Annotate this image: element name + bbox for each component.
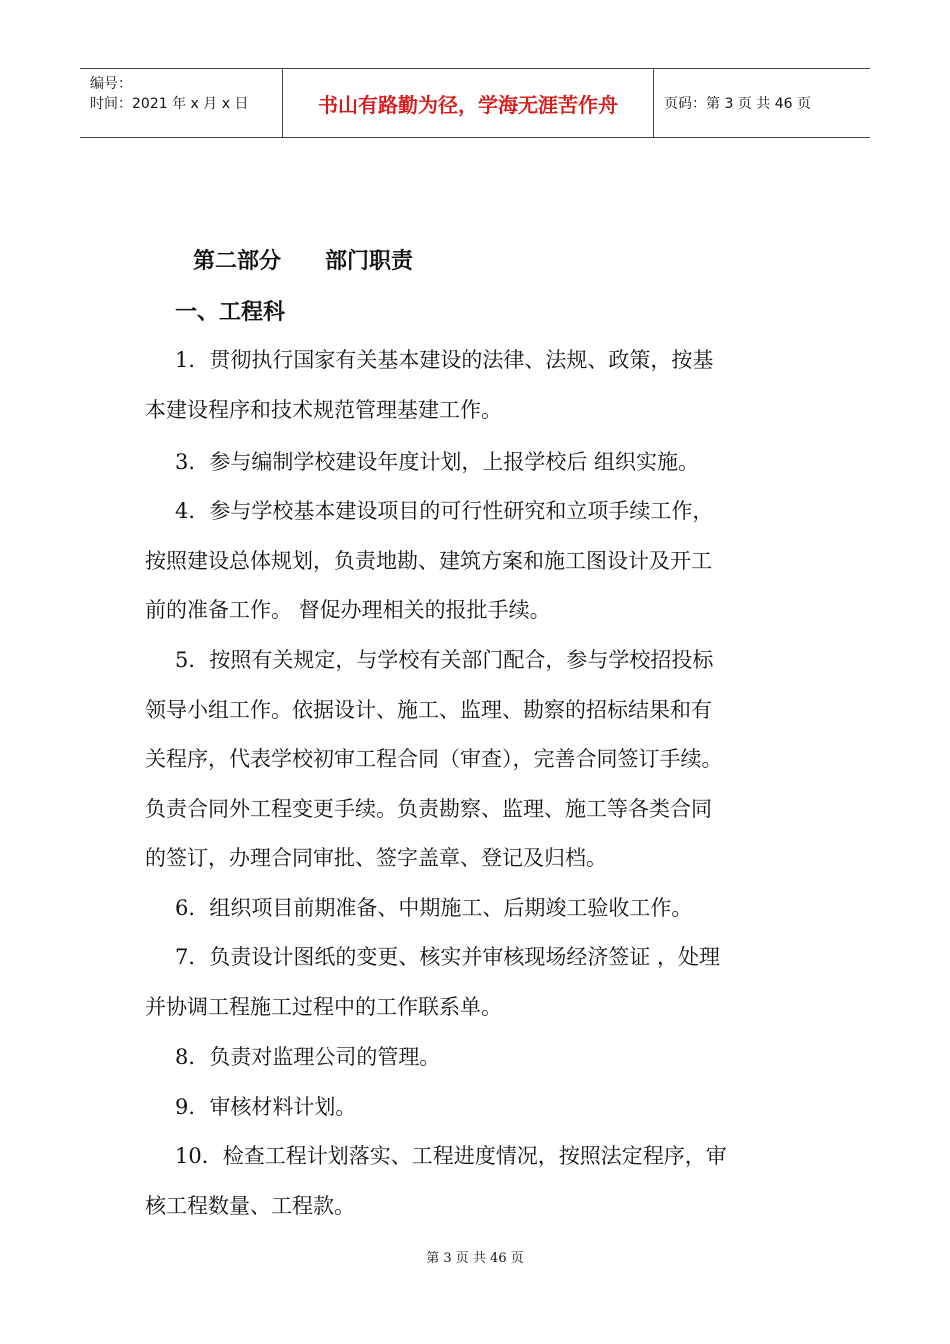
paragraph-line: 9．审核材料计划。 (175, 1095, 357, 1119)
header-meta-cell (80, 69, 283, 137)
paragraph-line: 按照建设总体规划，负责地勘、建筑方案和施工图设计及开工 (145, 549, 712, 573)
paragraph-line: 核工程数量、工程款。 (145, 1194, 355, 1218)
section-title: 第二部分 部门职责 (193, 249, 414, 274)
page-footer: 第 3 页 共 46 页 (426, 1251, 524, 1266)
motto-text: 书山有路勤为径，学海无涯苦作舟 (283, 69, 654, 137)
paragraph-line: 1．贯彻执行国家有关基本建设的法律、法规、政策，按基 (175, 348, 714, 372)
paragraph-line: 并协调工程施工过程中的工作联系单。 (145, 995, 502, 1019)
paragraph-line: 10．检查工程计划落实、工程进度情况，按照法定程序，审 (175, 1144, 727, 1168)
paragraph-line: 6．组织项目前期准备、中期施工、后期竣工验收工作。 (175, 896, 693, 920)
paragraph-line: 关程序，代表学校初审工程合同（审查），完善合同签订手续。 (145, 747, 723, 771)
paragraph-line: 4．参与学校基本建设项目的可行性研究和立项手续工作， (175, 499, 714, 523)
paragraph-line: 本建设程序和技术规范管理基建工作。 (145, 398, 502, 422)
paragraph-line: 前的准备工作。 督促办理相关的报批手续。 (145, 598, 551, 622)
subsection-title: 一、工程科 (175, 300, 286, 325)
paragraph-line: 领导小组工作。依据设计、施工、监理、勘察的招标结果和有 (145, 698, 712, 722)
paragraph-line: 5．按照有关规定，与学校有关部门配合，参与学校招投标 (175, 648, 714, 672)
paragraph-line: 的签订，办理合同审批、签字盖章、登记及归档。 (145, 846, 607, 870)
page-info: 页码：第 3 页 共 46 页 (664, 96, 811, 112)
page-header (80, 68, 870, 138)
number-label: 编号： (90, 76, 132, 92)
paragraph-line: 3．参与编制学校建设年度计划，上报学校后 组织实施。 (175, 450, 700, 474)
paragraph-line: 8．负责对监理公司的管理。 (175, 1045, 441, 1069)
paragraph-line: 负责合同外工程变更手续。负责勘察、监理、施工等各类合同 (145, 797, 712, 821)
time-label: 时间：2021 年 x 月 x 日 (90, 96, 249, 112)
paragraph-line: 7．负责设计图纸的变更、核实并审核现场经济签证 ，处理 (175, 945, 721, 969)
